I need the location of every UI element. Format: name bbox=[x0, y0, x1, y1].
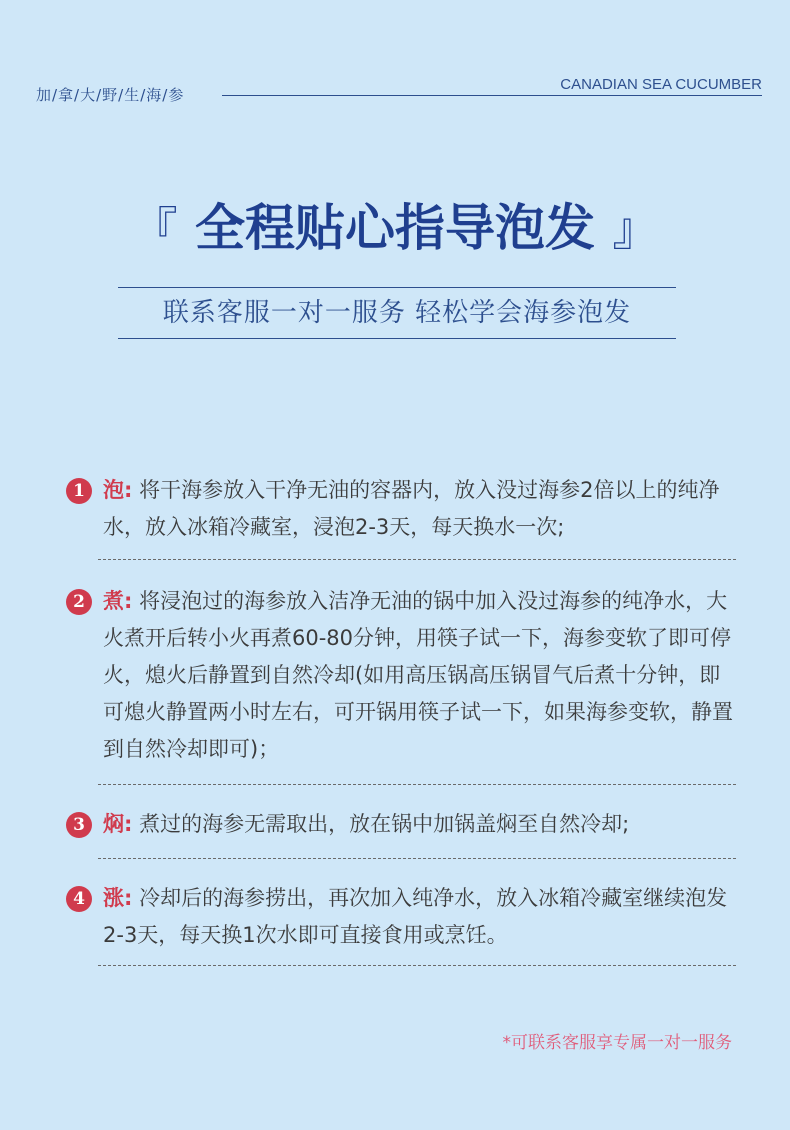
dashed-divider bbox=[98, 784, 736, 785]
subtitle: 联系客服一对一服务 轻松学会海参泡发 bbox=[118, 287, 676, 339]
dashed-divider bbox=[98, 965, 736, 966]
step-text: 冷却后的海参捞出，再次加入纯净水，放入冰箱冷藏室继续泡发2-3天，每天换1次水即可直接食用或烹饪。 bbox=[103, 886, 728, 947]
step-label: 焖: bbox=[103, 812, 133, 836]
step-number-badge: 2 bbox=[66, 589, 92, 615]
step-expand bbox=[66, 880, 736, 954]
step-body bbox=[103, 806, 736, 843]
step-soak bbox=[66, 472, 736, 546]
step-label: 煮: bbox=[103, 589, 133, 613]
header-divider bbox=[222, 95, 762, 96]
dashed-divider bbox=[98, 858, 736, 859]
step-number-badge: 1 bbox=[66, 478, 92, 504]
service-note: *可联系客服享专属一对一服务 bbox=[502, 1033, 732, 1053]
page-title bbox=[0, 188, 790, 260]
brand-english-name: CANADIAN SEA CUCUMBER bbox=[560, 76, 762, 93]
brand-tagline: 加/拿/大/野/生/海/参 bbox=[36, 86, 185, 104]
step-body bbox=[103, 472, 736, 546]
step-text: 将浸泡过的海参放入洁净无油的锅中加入没过海参的纯净水，大火煮开后转小火再煮60-80分钟，用筷子试一下，海参变软了即可停火，熄火后静置到自然冷却(如用高压锅高压锅冒气后煮十分钟，即可熄火静置两小时左右，可开锅用筷子试一下，如果海参变软，静置到自然冷却即可)； bbox=[103, 589, 733, 761]
step-number-badge: 3 bbox=[66, 812, 92, 838]
step-boil bbox=[66, 583, 736, 768]
title-text: 全程贴心指导泡发 bbox=[195, 199, 595, 257]
step-label: 涨: bbox=[103, 886, 133, 910]
step-text: 将干海参放入干净无油的容器内，放入没过海参2倍以上的纯净水，放入冰箱冷藏室，浸泡2-3天，每天换水一次; bbox=[103, 478, 720, 539]
step-body bbox=[103, 880, 736, 954]
step-text: 煮过的海参无需取出，放在锅中加锅盖焖至自然冷却; bbox=[139, 812, 630, 836]
title-close-bracket: 』 bbox=[612, 202, 659, 256]
step-number-badge: 4 bbox=[66, 886, 92, 912]
step-body bbox=[103, 583, 736, 768]
step-label: 泡: bbox=[103, 478, 133, 502]
step-simmer bbox=[66, 806, 736, 843]
dashed-divider bbox=[98, 559, 736, 560]
title-open-bracket: 『 bbox=[131, 202, 178, 256]
